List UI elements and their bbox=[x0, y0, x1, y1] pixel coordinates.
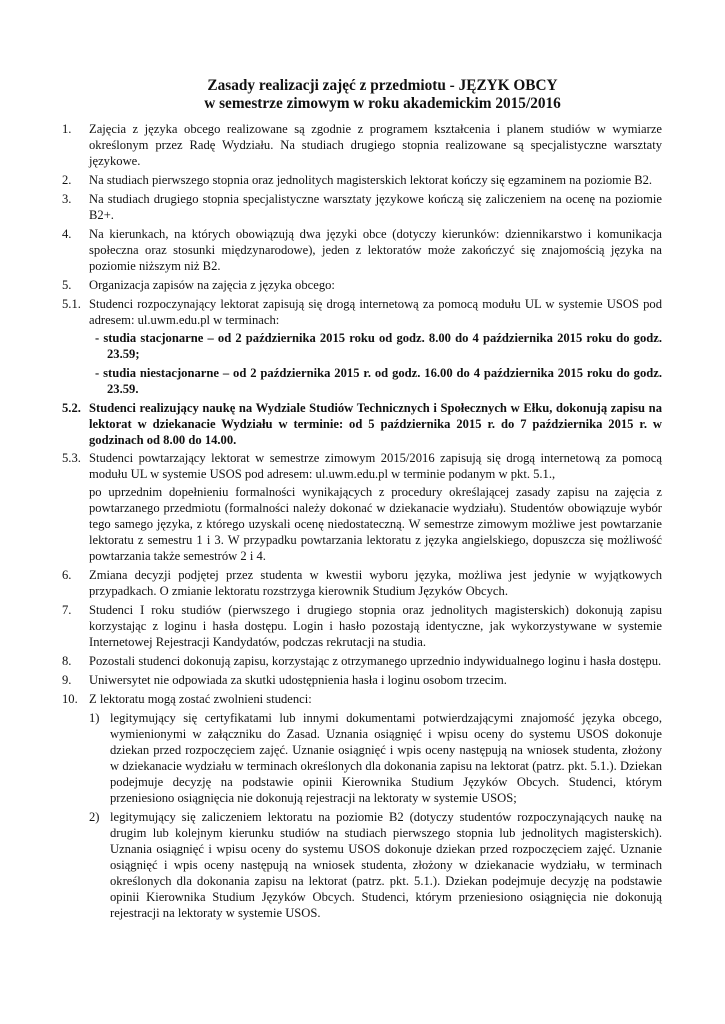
list-item bbox=[62, 226, 662, 274]
section-5-3-continuation: po uprzednim dopełnieniu formalności wynikających z procedury określającej zasady zapisu na zajęcia z powtarzanego przedmiotu (formalności należy dokonać w dziekanacie wydziału). Studentów obowiązuje wybór tego samego języka, z którego uzyskali ocenę niedostateczną. W semestrze zimowym możliwe jest powtarzanie lektoratu z semestru 1 i 3. W przypadku powtarzania lektoratu z języka angielskiego, dopuszcza się możliwość powtarzania także semestrów 2 i 4. bbox=[89, 485, 662, 563]
list-item bbox=[62, 691, 662, 707]
item-text: Na studiach drugiego stopnia specjalistyczne warsztaty językowe kończą się zaliczeniem na ocenę na poziomie B2+. bbox=[89, 192, 662, 222]
section-5-3 bbox=[62, 450, 662, 482]
item-text: Organizacja zapisów na zajęcia z języka obcego: bbox=[89, 278, 335, 292]
document-body bbox=[62, 121, 662, 924]
item-text: Na kierunkach, na których obowiązują dwa języki obce (dotyczy kierunków: dziennikarstwo i komunikacja społeczna oraz stosunki międzynarodowe), jeden z lektoratów może zakończyć się znajomością języka na poziomie niższym niż B2. bbox=[89, 227, 662, 273]
item-text: Studenci I roku studiów (pierwszego i drugiego stopnia oraz jednolitych magisterskich) dokonują zapisu korzystając z loginu i hasła dostępu. Login i hasło pozostają identyczne, jak wykorzystywane w systemie Internetowej Rejestracji Kandydatów, podczas rekrutacji na studia. bbox=[89, 603, 662, 649]
exemption-list bbox=[62, 710, 662, 921]
item-number: 10. bbox=[62, 692, 78, 706]
item-text: Studenci powtarzający lektorat w semestrze zimowym 2015/2016 zapisują się drogą internetową za pomocą modułu UL w systemie USOS pod adresem: ul.uwm.edu.pl w terminie podanym w pkt. 5.1., bbox=[89, 451, 662, 481]
item-text: legitymujący się certyfikatami lub innymi dokumentami potwierdzającymi znajomość języka obcego, wymienionymi w załączniku do Zasad. Uznania osiągnięć i wpisu oceny do systemu USOS dokonuje dziekan przed rozpoczęciem zajęć. Uznanie osiągnięć i wpis oceny następują na wniosek studenta, złożony w dziekanacie wydziału w terminach określonych dla dokonania zapisu na lektorat (patrz. pkt. 5.1.). Dziekan podejmuje decyzję na podstawie opinii Kierownika Studium Języków Obcych. Studenci, którym przeniesiono osiągnięcia nie dokonują rejestracji na lektoraty w systemie USOS; bbox=[110, 711, 662, 805]
item-number: 1. bbox=[62, 122, 72, 136]
schedule-part-time: - studia niestacjonarne – od 2 października 2015 r. od godz. 16.00 do 4 października 2015 roku do godz. 23.59. bbox=[95, 366, 662, 396]
section-5-1 bbox=[62, 296, 662, 328]
item-number: 4. bbox=[62, 227, 72, 241]
exemption-item bbox=[89, 710, 662, 806]
list-item bbox=[62, 567, 662, 599]
section-5-2 bbox=[62, 400, 662, 448]
item-number: 1) bbox=[89, 711, 100, 725]
item-number: 3. bbox=[62, 192, 72, 206]
item-text: Zmiana decyzji podjętej przez studenta w kwestii wyboru języka, możliwa jest jedynie w wyjątkowych przypadkach. O zmianie lektoratu rozstrzyga kierownik Studium Języków Obcych. bbox=[89, 568, 662, 598]
list-item bbox=[62, 121, 662, 169]
list-item bbox=[62, 277, 662, 293]
list-item bbox=[62, 653, 662, 669]
item-number: 2) bbox=[89, 810, 100, 824]
item-number: 8. bbox=[62, 654, 72, 668]
item-number: 5. bbox=[62, 278, 72, 292]
title-line-2: w semestrze zimowym w roku akademickim 2015/2016 bbox=[204, 95, 561, 112]
item-text: Pozostali studenci dokonują zapisu, korzystając z otrzymanego uprzednio indywidualnego loginu i hasła dostępu. bbox=[89, 654, 662, 668]
item-number: 5.1. bbox=[62, 297, 81, 311]
item-text: Studenci realizujący naukę na Wydziale Studiów Technicznych i Społecznych w Ełku, dokonują zapisu na lektorat w dziekanacie Wydziału w terminie: od 5 października 2015 r. do 7 października 2015 r. w godzinach od 8.00 do 14.00. bbox=[89, 401, 662, 447]
item-number: 5.3. bbox=[62, 451, 81, 465]
list-item bbox=[62, 191, 662, 223]
item-number: 9. bbox=[62, 673, 72, 687]
list-item bbox=[62, 602, 662, 650]
item-number: 6. bbox=[62, 568, 72, 582]
list-item bbox=[62, 172, 662, 188]
item-text: Na studiach pierwszego stopnia oraz jednolitych magisterskich lektorat kończy się egzaminem na poziomie B2. bbox=[89, 173, 653, 187]
schedule-full-time: - studia stacjonarne – od 2 października 2015 roku od godz. 8.00 do 4 października 2015 roku do godz. 23.59; bbox=[95, 331, 662, 361]
item-number: 7. bbox=[62, 603, 72, 617]
document-title bbox=[0, 77, 725, 113]
item-number: 5.2. bbox=[62, 401, 81, 415]
list-item bbox=[62, 672, 662, 688]
exemption-item bbox=[89, 809, 662, 921]
item-text: Uniwersytet nie odpowiada za skutki udostępnienia hasła i loginu osobom trzecim. bbox=[89, 673, 507, 687]
title-line-1: Zasady realizacji zajęć z przedmiotu - JĘZYK OBCY bbox=[207, 77, 558, 94]
item-number: 2. bbox=[62, 173, 72, 187]
item-text: Zajęcia z języka obcego realizowane są zgodnie z programem kształcenia i planem studiów w wymiarze określonym przez Radę Wydziału. Na studiach drugiego stopnia realizowane są specjalistyczne warsztaty językowe. bbox=[89, 122, 662, 168]
item-text: legitymujący się zaliczeniem lektoratu na poziomie B2 (dotyczy studentów rozpoczynających naukę na drugim lub kolejnym kierunku studiów na studiach pierwszego stopnia lub jednolitych magisterskich). Uznania osiągnięć i wpisu oceny do systemu USOS dokonuje dziekan przed rozpoczęciem zajęć. Uznanie osiągnięć i wpis oceny następują na wniosek studenta, złożony w dziekanacie wydziału, w terminach określonych dla dokonania zapisu na lektorat (patrz. pkt. 5.1.). Dziekan podejmuje decyzję na podstawie opinii Kierownika Studium Języków Obcych. Studenci, którym przeniesiono osiągnięcia nie dokonują rejestracji na lektoraty w systemie USOS. bbox=[110, 810, 662, 920]
item-text: Studenci rozpoczynający lektorat zapisują się drogą internetową za pomocą modułu UL w systemie USOS pod adresem: ul.uwm.edu.pl w terminach: bbox=[89, 297, 662, 327]
item-text: Z lektoratu mogą zostać zwolnieni studenci: bbox=[89, 692, 312, 706]
